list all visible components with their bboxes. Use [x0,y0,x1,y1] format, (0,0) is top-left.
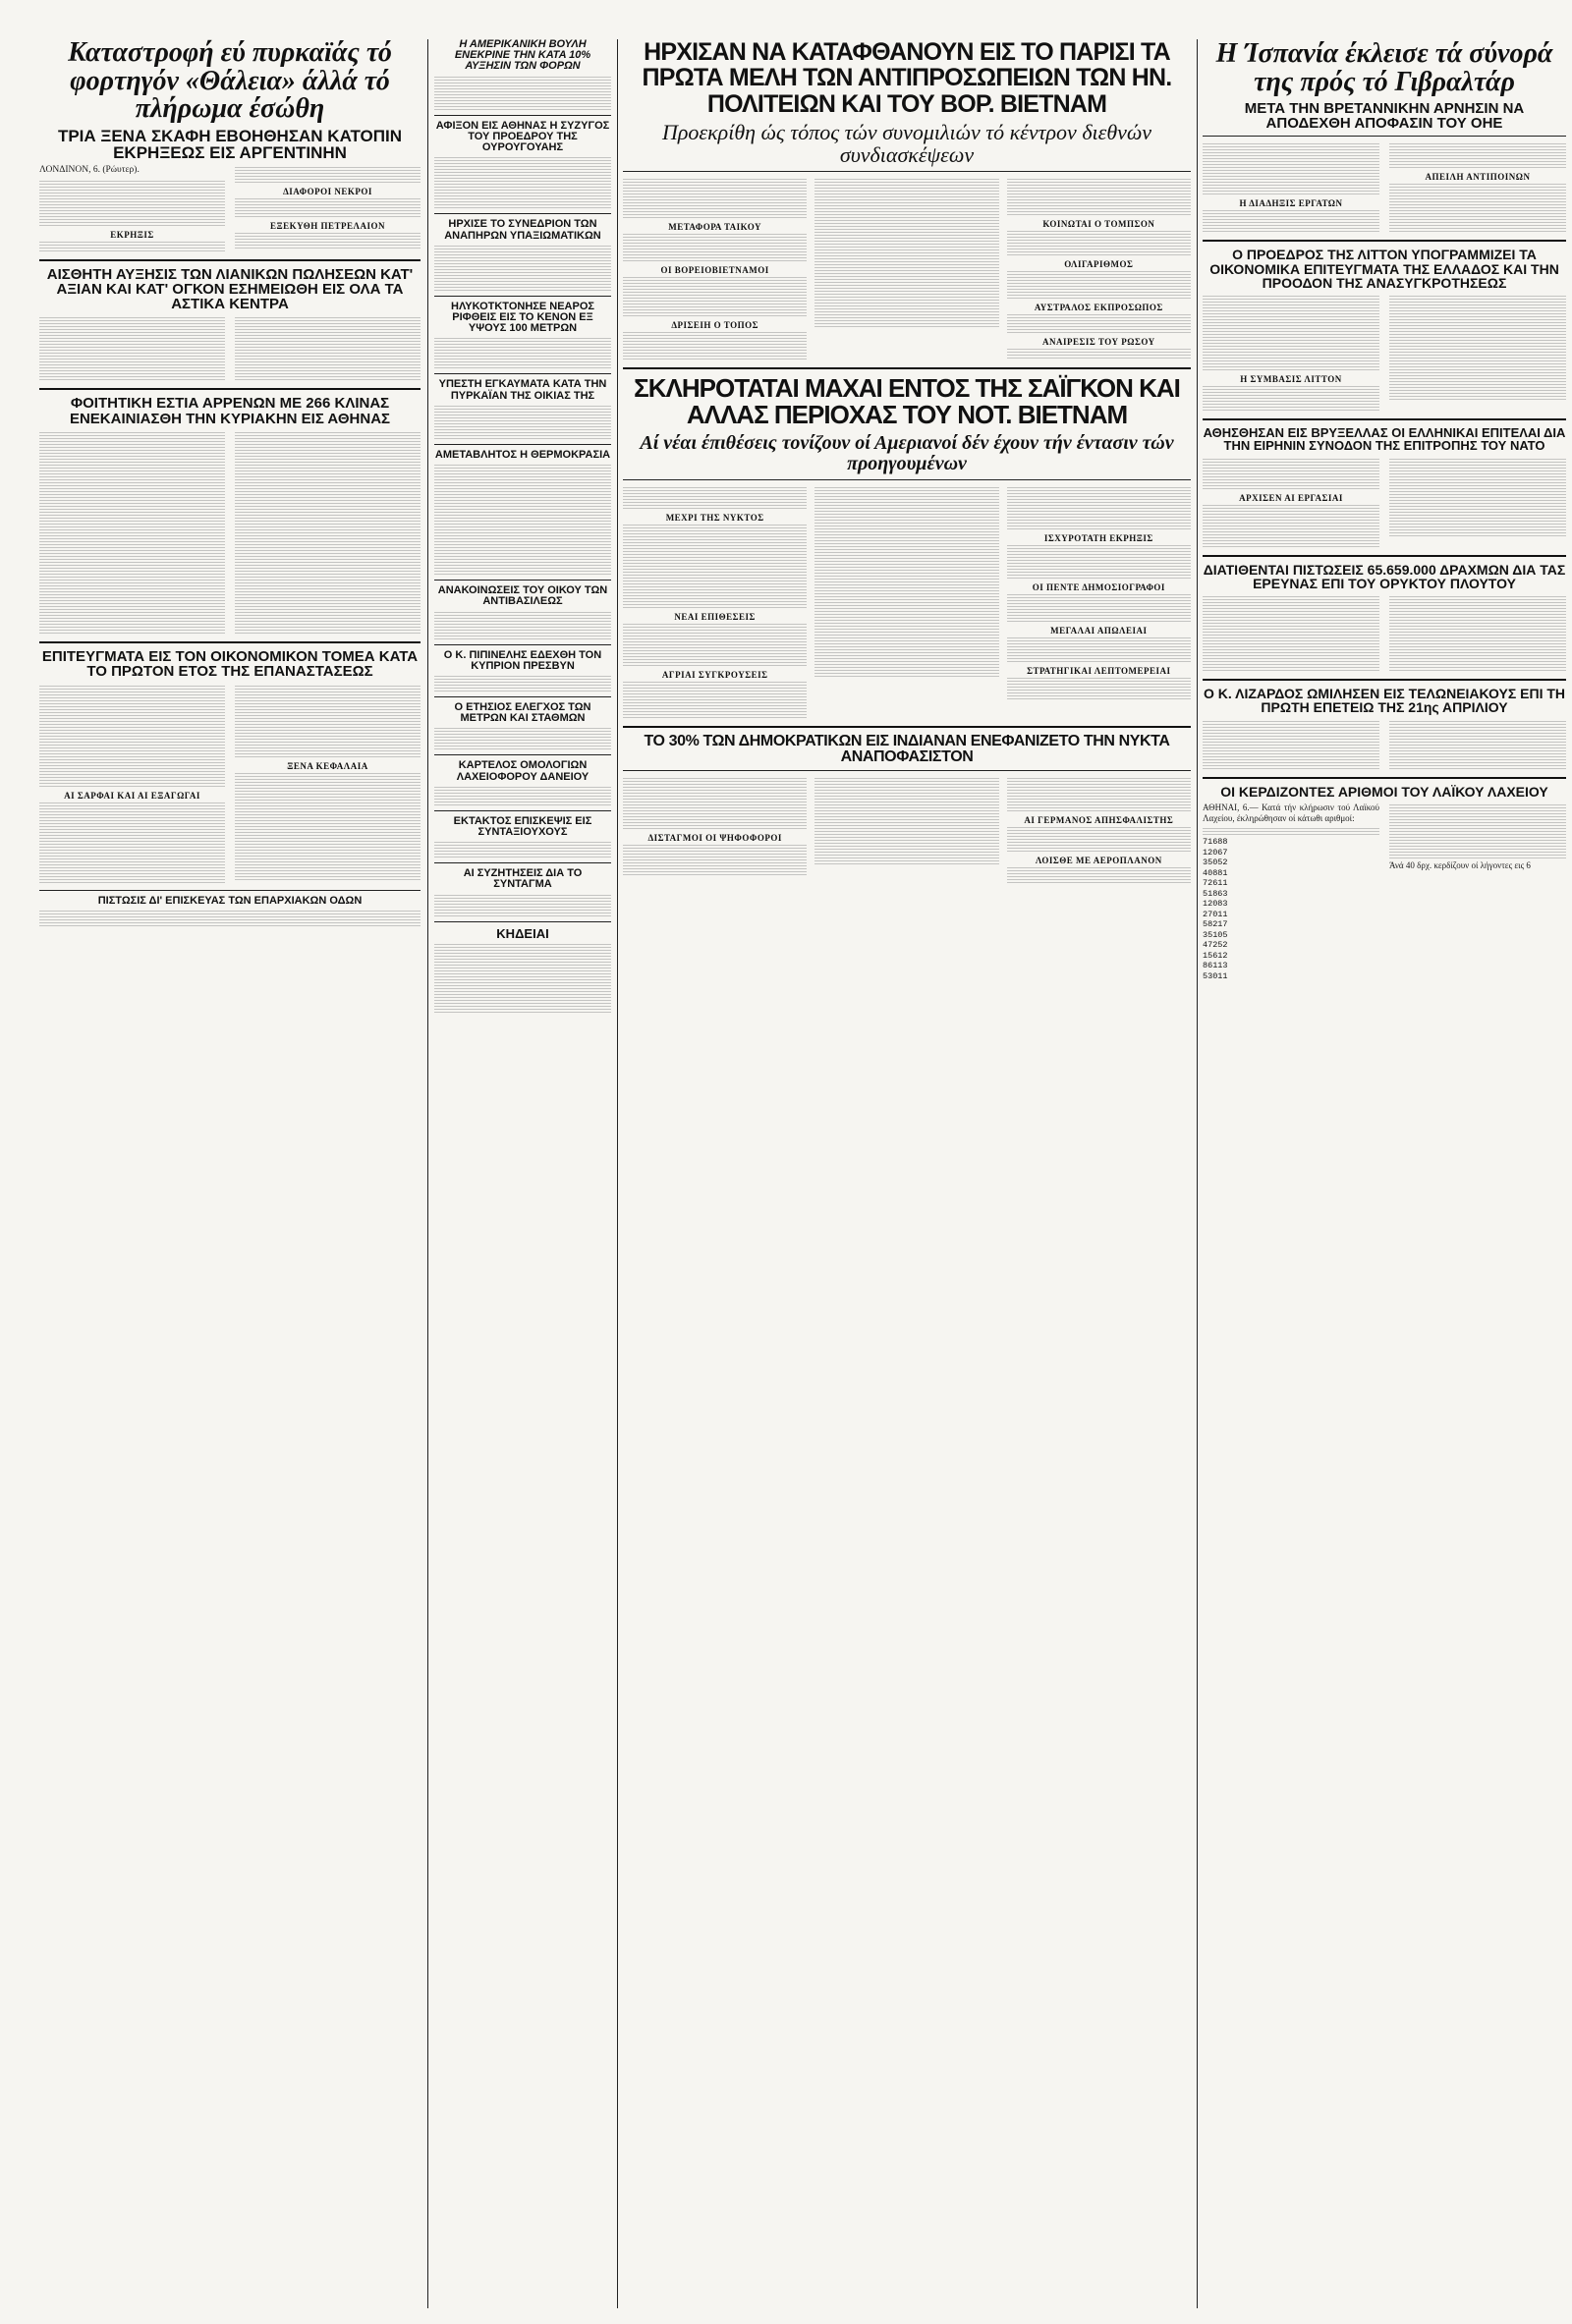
headline-gibraltar: Η Ίσπανία έκλεισε τά σύνορά της πρός τό Γιβραλτάρ [1215,39,1553,98]
lottery-number: 51863 [1203,888,1228,899]
kicker-work-began: ΑΡΧΙΣΕΝ ΑΙ ΕΡΓΑΣΙΑΙ [1239,492,1343,503]
headline-youth-fall: ΗΛΥΚΟΤΚΤΟΝΗΣΕ ΝΕΑΡΟΣ ΡΙΦΘΕΙΣ ΕΙΣ ΤΟ ΚΕΝΟΝ ΕΞ ΥΨΟΥΣ 100 ΜΕΤΡΩΝ [451,300,594,335]
column-1 [39,39,421,2308]
headline-uruguay-first-lady: ΑΦΙΞΟΝ ΕΙΣ ΑΘΗΝΑΣ Η ΣΥΖΥΓΟΣ ΤΟΥ ΠΡΟΕΔΡΟΥ ΤΗΣ ΟΥΡΟΥΓΟΥΑΗΣ [435,119,610,154]
article-retail [39,315,421,382]
lottery-number: 35052 [1203,858,1228,868]
headline-constitution: ΑΙ ΣΥΖΗΤΗΣΕΙΣ ΔΙΑ ΤΟ ΣΥΝΤΑΓΜΑ [463,867,583,891]
article-saigon [623,485,1191,720]
headline-litton: Ο ΠΡΟΕΔΡΟΣ ΤΗΣ ΛΙΤΤΟΝ ΥΠΟΓΡΑΜΜΙΖΕΙ ΤΑ ΟΙΚΟΝΟΜΙΚΑ ΕΠΙΤΕΥΓΜΑΤΑ ΤΗΣ ΕΛΛΑΔΟΣ ΚΑΙ ΤΗΝ ΠΡΟΟΔΟΝ ΤΗΣ ΑΝΑΣΥΓΚΡΟΤΗΣΕΩΣ [1209,247,1559,291]
column-rule [427,39,428,2308]
headline-funerals: ΚΗΔΕΙΑΙ [496,925,549,941]
headline-lizardos: Ο Κ. ΛΙΖΑΡΔΟΣ ΩΜΙΛΗΣΕΝ ΕΙΣ ΤΕΛΩΝΕΙΑΚΟΥΣ ΕΠΙ ΤΗ ΠΡΩΤΗ ΕΠΕΤΕΙΩ ΤΗΣ 21ης ΑΠΡΙΛΙΟΥ [1203,686,1566,716]
headline-nato-brussels: ΑΘΗΣΘΗΣΑΝ ΕΙΣ ΒΡΥΞΕΛΛΑΣ ΟΙ ΕΛΛΗΝΙΚΑΙ ΕΠΙΤΕΛΑΙ ΔΙΑ ΤΗΝ ΕΙΡΗΝΙΝ ΣΥΝΟΔΟΝ ΤΗΣ ΕΠΙΤΡΟΠΗΣ ΤΟΥ ΝΑΤΟ [1203,425,1566,454]
headline-pensioners: ΕΚΤΑΚΤΟΣ ΕΠΙΣΚΕΨΙΣ ΕΙΣ ΣΥΝΤΑΞΙΟΥΧΟΥΣ [453,814,592,839]
kicker-losses: ΜΕΓΑΛΑΙ ΑΠΩΛΕΙΑΙ [1050,625,1148,636]
lottery-number: 12067 [1203,847,1228,858]
article-lottery [1203,802,1566,981]
kicker-russian: ΑΝΑΙΡΕΣΙΣ ΤΟΥ ΡΩΣΟΥ [1042,336,1155,347]
kicker-exports: ΑΙ ΣΑΡΦΑΙ ΚΑΙ ΑΙ ΕΞΑΓΩΓΑΙ [64,790,200,801]
headline-pipinelis-cypriot: Ο Κ. ΠΙΠΙΝΕΛΗΣ ΕΔΕΧΘΗ ΤΟΝ ΚΥΠΡΙΟΝ ΠΡΕΣΒΥΝ [443,648,602,672]
headline-mineral-credits: ΔΙΑΤΙΘΕΝΤΑΙ ΠΙΣΤΩΣΕΙΣ 65.659.000 ΔΡΑΧΜΩΝ ΔΙΑ ΤΑΣ ΕΡΕΥΝΑΣ ΕΠΙ ΤΟΥ ΟΡΥΚΤΟΥ ΠΛΟΥΤΟΥ [1203,561,1566,591]
kicker-litton-agreement: Η ΣΥΜΒΑΣΙΣ ΛΙΤΤΟΝ [1240,374,1342,385]
kicker-german: ΑΙ ΓΕΡΜΑΝΟΣ ΑΠΗΣΦΑΛΙΣΤΗΣ [1024,815,1174,826]
headline-us-house-taxes: Η ΑΜΕΡΙΚΑΝΙΚΗ ΒΟΥΛΗ ΕΝΕΚΡΙΝΕ ΤΗΝ ΚΑΤΑ 10% ΑΥΞΗΣΙΝ ΤΩΝ ΦΟΡΩΝ [454,39,591,73]
column-3 [623,39,1191,2308]
kicker-dead: ΔΙΑΦΟΡΟΙ ΝΕΚΡΟΙ [283,187,372,197]
article-economic [39,684,421,885]
kicker-strategic: ΣΤΡΑΤΗΓΙΚΑΙ ΛΕΠΤΟΜΕΡΕΙΑΙ [1027,665,1171,676]
subheadline-thaleia: ΤΡΙΑ ΞΕΝΑ ΣΚΑΦΗ ΕΒΟΗΘΗΣΑΝ ΚΑΤΟΠΙΝ ΕΚΡΗΞΕΩΣ ΕΙΣ ΑΡΓΕΝΤΙΝΗΝ [57,126,403,162]
lottery-numbers [1203,837,1379,981]
kicker-taiko: ΜΕΤΑΦΟΡΑ ΤΑΙΚΟΥ [668,221,762,232]
banner-paris-talks: ΗΡΧΙΣΑΝ ΝΑ ΚΑΤΑΦΘΑΝΟΥΝ ΕΙΣ ΤΟ ΠΑΡΙΣΙ ΤΑ ΠΡΩΤΑ ΜΕΛΗ ΤΩΝ ΑΝΤΙΠΡΟΣΩΠΕΙΩΝ ΤΩΝ ΗΝ. ΠΟΛΙΤΕΙΩΝ ΚΑΙ ΤΟΥ ΒΟΡ. ΒΙΕΤΝΑΜ [642,39,1172,118]
lottery-number: 15612 [1203,950,1228,961]
article-hostel [39,430,421,636]
lottery-number: 86113 [1203,961,1228,971]
kicker-until-night: ΜΕΧΡΙ ΤΗΣ ΝΥΚΤΟΣ [665,512,764,523]
column-rule [617,39,618,2308]
headline-disabled-officers: ΗΡΧΙΣΕ ΤΟ ΣΥΝΕΔΡΙΟΝ ΤΩΝ ΑΝΑΠΗΡΩΝ ΥΠΑΞΙΩΜΑΤΙΚΩΝ [444,218,601,242]
kicker-explosion: ΕΚΡΗΞΙΣ [110,229,154,240]
article-litton [1203,294,1566,413]
lottery-number: 40881 [1203,867,1228,878]
article-indiana [623,776,1191,885]
lottery-number: 12083 [1203,899,1228,910]
kicker-wild-clashes: ΑΓΡΙΑΙ ΣΥΓΚΡΟΥΣΕΙΣ [661,669,768,680]
subheadline-gibraltar: ΜΕΤΑ ΤΗΝ ΒΡΕΤΑΝΝΙΚΗΝ ΑΡΝΗΣΙΝ ΝΑ ΑΠΟΔΕΧΘΗ ΑΠΟΦΑΣΙΝ ΤΟΥ ΟΗΕ [1244,99,1525,133]
headline-lottery: ΟΙ ΚΕΡΔΙΖΟΝΤΕΣ ΑΡΙΘΜΟΙ ΤΟΥ ΛΑΪΚΟΥ ΛΑΧΕΙΟΥ [1220,783,1548,800]
lottery-number: 35105 [1203,929,1228,940]
article-nato [1203,457,1566,549]
kicker-journalists: ΟΙ ΠΕΝΤΕ ΔΗΜΟΣΙΟΓΡΑΦΟΙ [1032,581,1165,592]
banner-indiana: ΤΟ 30% ΤΩΝ ΔΗΜΟΚΡΑΤΙΚΩΝ ΕΙΣ ΙΝΔΙΑΝΑΝ ΕΝΕΦΑΝΙΖΕΤΟ ΤΗΝ ΝΥΚΤΑ ΑΝΑΠΟΦΑΣΙΣΤΟΝ [644,732,1170,765]
kicker-reprisals: ΑΠΕΙΛΗ ΑΝΤΙΠΟΙΝΩΝ [1425,172,1531,183]
banner-saigon-sub: Αί νέαι έπιθέσεις τονίζουν οί Αμεριανοί δέν έχουν τήν έντασιν τών προηγουμένων [640,431,1174,474]
kicker-australian: ΑΥΣΤΡΑΛΟΣ ΕΚΠΡΟΣΩΠΟΣ [1034,302,1163,312]
article-minerals [1203,594,1566,673]
headline-retail-sales: ΑΙΣΘΗΤΗ ΑΥΞΗΣΙΣ ΤΩΝ ΛΙΑΝΙΚΩΝ ΠΩΛΗΣΕΩΝ ΚΑΤ' ΑΞΙΑΝ ΚΑΙ ΚΑΤ' ΟΓΚΟΝ ΕΣΗΜΕΙΩΘΗ ΕΙΣ ΟΛΑ ΤΑ ΑΣΤΙΚΑ ΚΕΝΤΡΑ [46,265,414,313]
headline-roads-credit: ΠΙΣΤΩΣΙΣ ΔΙ' ΕΠΙΣΚΕΥΑΣ ΤΩΝ ΕΠΑΡΧΙΑΚΩΝ ΟΔΩΝ [97,894,363,907]
kicker-new-attacks: ΝΕΑΙ ΕΠΙΘΕΣΕΙΣ [674,611,756,622]
lottery-number: 53011 [1203,970,1228,981]
headline-economic: ΕΠΙΤΕΥΓΜΑΤΑ ΕΙΣ ΤΟΝ ΟΙΚΟΝΟΜΙΚΟΝ ΤΟΜΕΑ ΚΑΤΑ ΤΟ ΠΡΩΤΟΝ ΕΤΟΣ ΤΗΣ ΕΠΑΝΑΣΤΑΣΕΩΣ [41,647,419,681]
kicker-voters: ΔΙΣΤΑΓΜΟΙ ΟΙ ΨΗΦΟΦΟΡΟΙ [647,833,782,844]
kicker-few: ΟΛΙΓΑΡΙΘΜΟΣ [1064,258,1134,269]
kicker-airplane: ΛΟΙΣΘΕ ΜΕ ΑΕΡΟΠΛΑΝΟΝ [1035,856,1162,866]
headline-regent-announcements: ΑΝΑΚΟΙΝΩΣΕΙΣ ΤΟΥ ΟΙΚΟΥ ΤΩΝ ΑΝΤΙΒΑΣΙΛΕΩΣ [437,584,608,608]
kicker-workers: Η ΔΙΑΔΗΞΙΣ ΕΡΓΑΤΩΝ [1239,198,1343,209]
article-paris [623,177,1191,361]
kicker-oil: ΕΞΕΚΥΘΗ ΠΕΤΡΕΛΑΙΟΝ [270,221,385,232]
lottery-intro: ΑΘΗΝΑΙ, 6.— Κατά τήν κλήρωσιν τού Λαϊκού Λαχείου, έκληρώθησαν οί κάτωθι αριθμοί: [1203,802,1379,824]
column-rule [1197,39,1198,2308]
article-gibraltar [1203,141,1566,234]
article-thaleia [39,165,421,252]
lottery-number: 71688 [1203,837,1228,848]
kicker-north-vietnamese: ΟΙ ΒΟΡΕΙΟΒΙΕΤΝΑΜΟΙ [660,264,769,275]
banner-saigon-battles: ΣΚΛΗΡΟΤΑΤΑΙ ΜΑΧΑΙ ΕΝΤΟΣ ΤΗΣ ΣΑΪΓΚΟΝ ΚΑΙ ΑΛΛΑΣ ΠΕΡΙΟΧΑΣ ΤΟΥ ΝΟΤ. ΒΙΕΤΝΑΜ [634,372,1180,430]
article-lizardos [1203,719,1566,771]
headline-thaleia: Καταστροφή εύ πυρκαϊάς τό φορτηγόν «Θάλεια» άλλά τό πλήρωμα έσώθη [68,39,392,125]
kicker-explosion-2: ΙΣΧΥΡΟΤΑΤΗ ΕΚΡΗΞΙΣ [1043,532,1153,543]
lottery-more: Άνά 40 δρχ. κερδίζουν οί λήγοντες εις 6 [1389,860,1531,870]
headline-fire-burns: ΥΠΕΣΤΗ ΕΓΚΑΥΜΑΤΑ ΚΑΤΑ ΤΗΝ ΠΥΡΚΑΪΑΝ ΤΗΣ ΟΙΚΙΑΣ ΤΗΣ [438,378,607,402]
lottery-number: 72611 [1203,878,1228,889]
lottery-number: 27011 [1203,909,1228,919]
kicker-place: ΔΡΙΣΕΙΗ Ο ΤΟΠΟΣ [671,319,758,330]
kicker-foreign-capital: ΞΕΝΑ ΚΕΦΑΛΑΙΑ [287,760,368,771]
lottery-number: 58217 [1203,919,1228,930]
headline-student-hostel: ΦΟΙΤΗΤΙΚΗ ΕΣΤΙΑ ΑΡΡΕΝΩΝ ΜΕ 266 ΚΛΙΝΑΣ ΕΝΕΚΑΙΝΙΑΣΘΗ ΤΗΝ ΚΥΡΙΑΚΗΝ ΕΙΣ ΑΘΗΝΑΣ [69,395,391,427]
headline-lottery-bonds: ΚΑΡΤΕΛΟΣ ΟΜΟΛΟΓΙΩΝ ΛΑΧΕΙΟΦΟΡΟΥ ΔΑΝΕΙΟΥ [456,759,590,783]
column-2 [434,39,611,2308]
lottery-number: 47252 [1203,940,1228,951]
headline-measures-weights: Ο ΕΤΗΣΙΟΣ ΕΛΕΓΧΟΣ ΤΩΝ ΜΕΤΡΩΝ ΚΑΙ ΣΤΑΘΜΩΝ [454,700,591,725]
banner-paris-sub: Προεκρίθη ώς τόπος τών συνομιλιών τό κέντρον διεθνών συνδιασκέψεων [661,119,1152,167]
dateline: ΛΟΝΔΙΝΟΝ, 6. (Ρώυτερ). [39,165,140,176]
kicker-thompson: ΚΟΙΝΩΤΑΙ Ο ΤΟΜΠΣΟΝ [1042,218,1155,229]
column-4 [1203,39,1566,2308]
headline-temperature: ΑΜΕΤΑΒΛΗΤΟΣ Η ΘΕΡΜΟΚΡΑΣΙΑ [434,448,611,461]
